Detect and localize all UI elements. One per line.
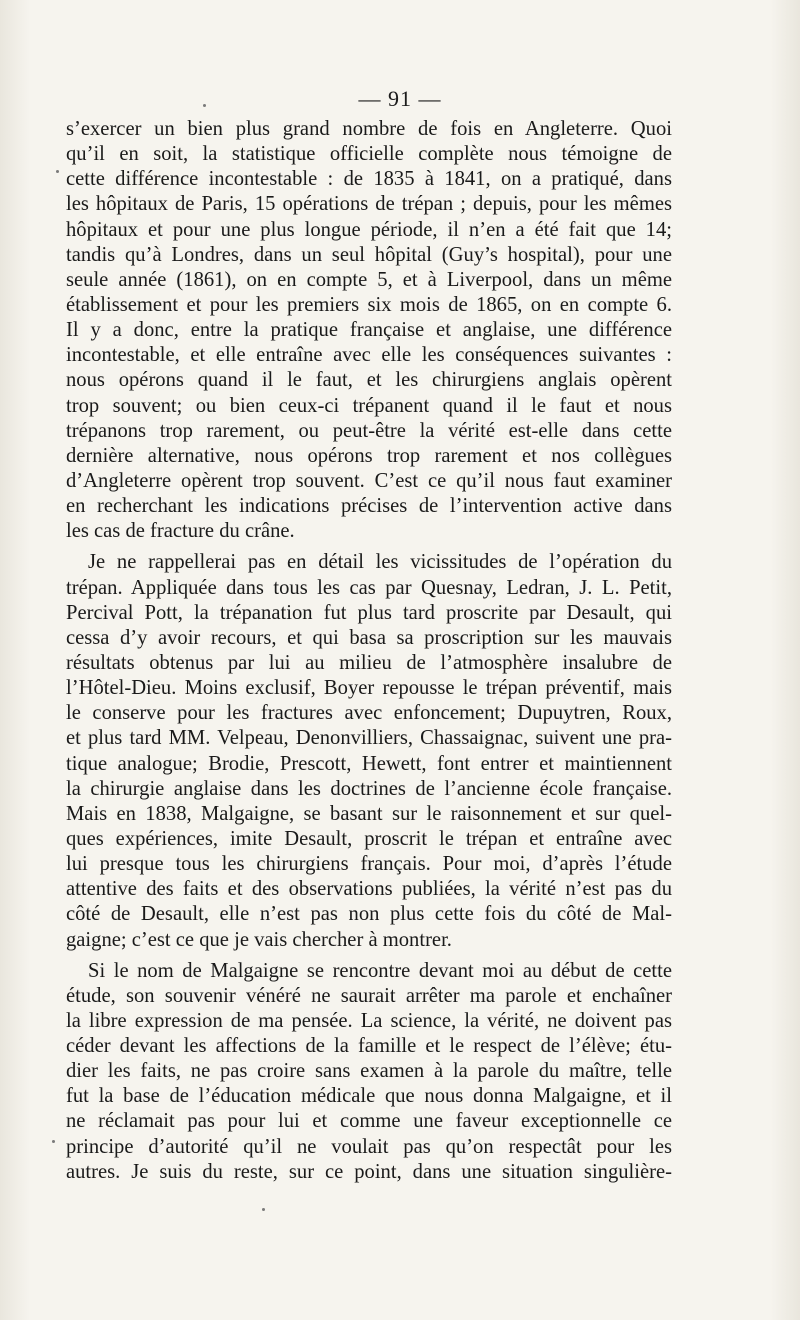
text-line: ques expériences, imite Desault, proscrit le trépan et entraîne avec — [66, 827, 672, 850]
text-line: tique analogue; Brodie, Prescott, Hewett, font entrer et maintiennent — [66, 752, 672, 775]
text-line: qu’il en soit, la statistique officielle complète nous témoigne de — [66, 143, 672, 166]
text-line: la chirurgie anglaise dans les doctrines de l’ancienne école française. — [66, 777, 672, 800]
text-line: trépanons trop rarement, ou peut-être la vérité est-elle dans cette — [66, 419, 672, 442]
text-line: établissement et pour les premiers six mois de 1865, on en compte 6. — [66, 293, 672, 316]
text-line: les hôpitaux de Paris, 15 opérations de trépan ; depuis, pour les mêmes — [66, 193, 672, 216]
paragraph — [66, 550, 672, 952]
page-number: — 91 — — [358, 86, 442, 111]
text-line: l’Hôtel-Dieu. Moins exclusif, Boyer repousse le trépan préventif, mais — [66, 677, 672, 700]
text-line: incontestable, et elle entraîne avec elle les conséquences suivantes : — [66, 344, 672, 367]
text-line: nous opérons quand il le faut, et les chirurgiens anglais opèrent — [66, 369, 672, 392]
text-line: Mais en 1838, Malgaigne, se basant sur le raisonnement et sur quel- — [66, 802, 672, 825]
text-line: attentive des faits et des observations publiées, la vérité n’est pas du — [66, 878, 672, 901]
print-speck — [203, 104, 206, 107]
text-line: et plus tard MM. Velpeau, Denonvilliers, Chassaignac, suivent une pra- — [66, 727, 672, 750]
print-speck — [262, 1208, 265, 1211]
text-line: trépan. Appliquée dans tous les cas par Quesnay, Ledran, J. L. Petit, — [66, 576, 672, 599]
print-speck — [56, 170, 59, 173]
text-line: Percival Pott, la trépanation fut plus tard proscrite par Desault, qui — [66, 601, 672, 624]
text-line: côté de Desault, elle n’est pas non plus cette fois du côté de Mal- — [66, 903, 672, 926]
body-text — [66, 117, 672, 1185]
text-line: seule année (1861), on en compte 5, et à Liverpool, dans un même — [66, 268, 672, 291]
text-line: s’exercer un bien plus grand nombre de fois en Angleterre. Quoi — [66, 118, 672, 140]
text-line: fut la base de l’éducation médicale que nous donna Malgaigne, et il — [66, 1085, 672, 1108]
text-line: résultats obtenus par lui au milieu de l’atmosphère insalubre de — [66, 651, 672, 674]
text-line: principe d’autorité qu’il ne voulait pas qu’on respectât pour les — [66, 1135, 672, 1158]
text-line: en recherchant les indications précises de l’intervention active dans — [66, 495, 672, 518]
text-line: d’Angleterre opèrent trop souvent. C’est ce qu’il nous faut examiner — [66, 469, 672, 492]
text-line: la libre expression de ma pensée. La science, la vérité, ne doivent pas — [66, 1009, 672, 1032]
text-line: les cas de fracture du crâne. — [66, 520, 295, 543]
text-line: trop souvent; ou bien ceux-ci trépanent quand il le faut et nous — [66, 394, 672, 417]
paragraph — [66, 117, 672, 544]
text-line: dernière alternative, nous opérons trop rarement et nos collègues — [66, 444, 672, 467]
text-line: gaigne; c’est ce que je vais chercher à montrer. — [66, 928, 452, 951]
print-speck — [52, 1140, 55, 1143]
text-line: tandis qu’à Londres, dans un seul hôpital (Guy’s hospital), pour une — [66, 243, 672, 266]
text-line: dier les faits, ne pas croire sans examen à la parole du maître, telle — [66, 1060, 672, 1083]
text-line: étude, son souvenir vénéré ne saurait arrêter ma parole et enchaîner — [66, 984, 672, 1007]
text-line: Je ne rappellerai pas en détail les vicissitudes de l’opération du — [88, 551, 672, 574]
text-line: Si le nom de Malgaigne se rencontre devant moi au début de cette — [88, 959, 672, 982]
paragraph — [66, 959, 672, 1185]
text-line: hôpitaux et pour une plus longue période, il n’en a été fait que 14; — [66, 218, 672, 241]
text-line: lui presque tous les chirurgiens français. Pour moi, d’après l’étude — [66, 853, 672, 876]
text-line: céder devant les affections de la famille et le respect de l’élève; étu- — [66, 1035, 672, 1058]
text-line: Il y a donc, entre la pratique française et anglaise, une différence — [66, 319, 672, 342]
text-line: cessa d’y avoir recours, et qui basa sa proscription sur les mauvais — [66, 626, 672, 649]
text-line: autres. Je suis du reste, sur ce point, dans une situation singulière- — [66, 1160, 672, 1183]
text-line: le conserve pour les fractures avec enfoncement; Dupuytren, Roux, — [66, 702, 672, 725]
text-line: cette différence incontestable : de 1835 à 1841, on a pratiqué, dans — [66, 168, 672, 191]
text-line: ne réclamait pas pour lui et comme une faveur exceptionnelle ce — [66, 1110, 672, 1133]
